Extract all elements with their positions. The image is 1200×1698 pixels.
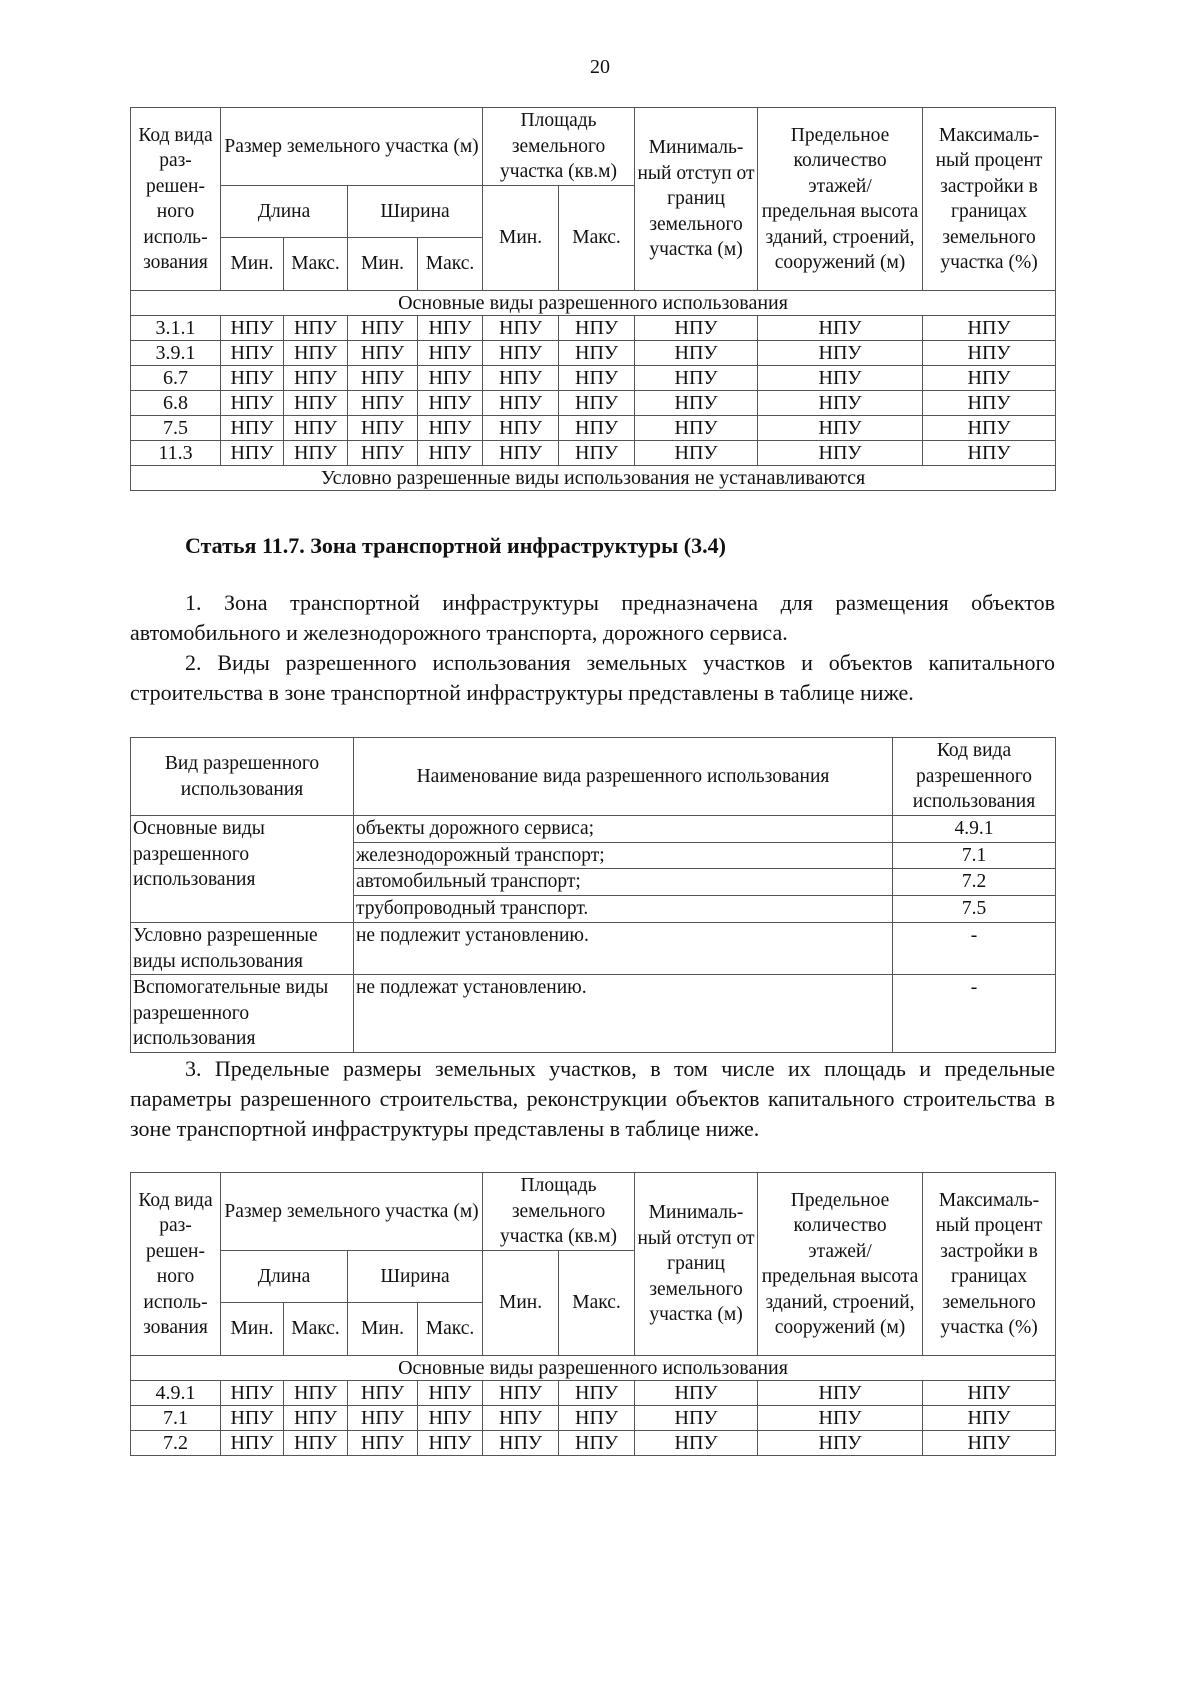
header-use-code: Код вида разрешенного использования — [893, 738, 1056, 816]
row-value: НПУ — [221, 1431, 284, 1456]
row-value: НПУ — [483, 1381, 559, 1406]
table-row — [131, 1406, 1056, 1431]
auxiliary-uses-code: - — [893, 975, 1056, 1053]
row-value: НПУ — [559, 441, 635, 466]
row-value: НПУ — [483, 1431, 559, 1456]
table-row — [131, 1381, 1056, 1406]
row-value: НПУ — [483, 316, 559, 341]
paragraph-3 — [130, 1054, 1055, 1144]
row-value: НПУ — [483, 441, 559, 466]
section-row: Основные виды разрешенного использования — [131, 291, 1056, 316]
row-value: НПУ — [635, 316, 758, 341]
row-value: НПУ — [418, 416, 483, 441]
header-percent: Максималь-ный процент застройки в границах земельного участка (%) — [923, 1173, 1056, 1356]
header-size: Размер земельного участка (м) — [221, 1173, 483, 1251]
use-code: 7.5 — [893, 896, 1056, 923]
row-value: НПУ — [559, 416, 635, 441]
row-value: НПУ — [559, 1406, 635, 1431]
row-value: НПУ — [418, 316, 483, 341]
header-width-min: Мин. — [348, 1303, 418, 1356]
row-value: НПУ — [348, 316, 418, 341]
footer-row: Условно разрешенные виды использования не устанавливаются — [131, 466, 1056, 491]
row-value: НПУ — [923, 316, 1056, 341]
header-length-max: Макс. — [284, 1303, 348, 1356]
row-value: НПУ — [348, 416, 418, 441]
row-value: НПУ — [635, 1431, 758, 1456]
permitted-use-table — [130, 737, 1056, 1053]
row-value: НПУ — [923, 341, 1056, 366]
row-value: НПУ — [758, 316, 923, 341]
header-length-max: Макс. — [284, 238, 348, 291]
use-name: объекты дорожного сервиса; — [354, 816, 893, 843]
row-code: 11.3 — [131, 441, 221, 466]
row-value: НПУ — [635, 416, 758, 441]
header-code: Код вида раз-решен-ного исполь-зования — [131, 1173, 221, 1356]
row-value: НПУ — [284, 441, 348, 466]
auxiliary-uses-name: не подлежат установлению. — [354, 975, 893, 1053]
header-area-min: Мин. — [483, 186, 559, 291]
row-value: НПУ — [758, 416, 923, 441]
row-value: НПУ — [635, 341, 758, 366]
row-value: НПУ — [221, 391, 284, 416]
row-value: НПУ — [923, 416, 1056, 441]
row-value: НПУ — [348, 1381, 418, 1406]
row-value: НПУ — [284, 416, 348, 441]
row-value: НПУ — [284, 366, 348, 391]
paragraph-3-text: 3. Предельные размеры земельных участков, в том числе их площадь и предельные параметры разрешенного строительства, реконструкции объектов капитального строительства в зоне транспортной инфраструктуры представлены в таблице ниже. — [130, 1056, 1055, 1141]
paragraph-2 — [130, 648, 1055, 708]
row-value: НПУ — [348, 391, 418, 416]
header-area-min: Мин. — [483, 1251, 559, 1356]
row-value: НПУ — [923, 1381, 1056, 1406]
parameters-table-2 — [130, 1172, 1056, 1456]
use-name: железнодорожный транспорт; — [354, 842, 893, 869]
row-code: 6.7 — [131, 366, 221, 391]
row-value: НПУ — [284, 1381, 348, 1406]
row-value: НПУ — [758, 1406, 923, 1431]
row-value: НПУ — [758, 391, 923, 416]
header-width-max: Макс. — [418, 238, 483, 291]
row-value: НПУ — [221, 416, 284, 441]
row-value: НПУ — [348, 341, 418, 366]
header-floors: Предельное количество этажей/ предельная высота зданий, строений, сооружений (м) — [758, 1173, 923, 1356]
use-code: 7.2 — [893, 869, 1056, 896]
header-setback: Минималь-ный отступ от границ земельного участка (м) — [635, 108, 758, 291]
use-code: 4.9.1 — [893, 816, 1056, 843]
row-value: НПУ — [483, 366, 559, 391]
header-length-min: Мин. — [221, 1303, 284, 1356]
row-value: НПУ — [758, 366, 923, 391]
header-length: Длина — [221, 1251, 348, 1303]
conditional-uses-label: Условно разрешенные виды использования — [131, 923, 354, 975]
paragraph-2-text: 2. Виды разрешенного использования земельных участков и объектов капитального строительства в зоне транспортной инфраструктуры представлены в таблице ниже. — [130, 650, 1055, 705]
header-width: Ширина — [348, 186, 483, 238]
row-code: 3.1.1 — [131, 316, 221, 341]
row-value: НПУ — [635, 1406, 758, 1431]
row-value: НПУ — [758, 1431, 923, 1456]
row-code: 3.9.1 — [131, 341, 221, 366]
row-code: 4.9.1 — [131, 1381, 221, 1406]
row-value: НПУ — [923, 1431, 1056, 1456]
row-value: НПУ — [284, 391, 348, 416]
row-value: НПУ — [221, 1381, 284, 1406]
table-row — [131, 341, 1056, 366]
row-value: НПУ — [923, 1406, 1056, 1431]
row-value: НПУ — [483, 341, 559, 366]
table-row — [131, 391, 1056, 416]
auxiliary-uses-label: Вспомогательные виды разрешенного использования — [131, 975, 354, 1053]
table-row — [131, 1431, 1056, 1456]
header-width-max: Макс. — [418, 1303, 483, 1356]
row-value: НПУ — [483, 1406, 559, 1431]
row-value: НПУ — [923, 391, 1056, 416]
row-code: 7.2 — [131, 1431, 221, 1456]
row-value: НПУ — [221, 341, 284, 366]
row-value: НПУ — [221, 441, 284, 466]
row-value: НПУ — [758, 1381, 923, 1406]
row-value: НПУ — [758, 441, 923, 466]
row-value: НПУ — [483, 416, 559, 441]
row-value: НПУ — [635, 366, 758, 391]
row-value: НПУ — [559, 366, 635, 391]
row-value: НПУ — [221, 316, 284, 341]
row-value: НПУ — [348, 1431, 418, 1456]
use-name: трубопроводный транспорт. — [354, 896, 893, 923]
header-area: Площадь земельного участка (кв.м) — [483, 1173, 635, 1251]
table-row — [131, 441, 1056, 466]
row-code: 7.5 — [131, 416, 221, 441]
row-value: НПУ — [418, 1381, 483, 1406]
header-width-min: Мин. — [348, 238, 418, 291]
row-value: НПУ — [559, 316, 635, 341]
row-value: НПУ — [635, 441, 758, 466]
row-value: НПУ — [635, 391, 758, 416]
row-value: НПУ — [221, 366, 284, 391]
header-setback: Минималь-ный отступ от границ земельного участка (м) — [635, 1173, 758, 1356]
row-value: НПУ — [284, 341, 348, 366]
header-length: Длина — [221, 186, 348, 238]
table-row — [131, 416, 1056, 441]
row-value: НПУ — [418, 1431, 483, 1456]
row-value: НПУ — [284, 1406, 348, 1431]
use-code: 7.1 — [893, 842, 1056, 869]
paragraph-1-text: 1. Зона транспортной инфраструктуры предназначена для размещения объектов автомобильного и железнодорожного транспорта, дорожного сервиса. — [130, 590, 1055, 645]
table-row — [131, 316, 1056, 341]
row-value: НПУ — [348, 441, 418, 466]
row-code: 6.8 — [131, 391, 221, 416]
row-value: НПУ — [635, 1381, 758, 1406]
row-value: НПУ — [418, 341, 483, 366]
row-value: НПУ — [559, 341, 635, 366]
row-value: НПУ — [483, 391, 559, 416]
row-value: НПУ — [418, 441, 483, 466]
header-code: Код вида раз-решен-ного исполь-зования — [131, 108, 221, 291]
row-value: НПУ — [284, 316, 348, 341]
row-value: НПУ — [221, 1406, 284, 1431]
header-percent: Максималь-ный процент застройки в границах земельного участка (%) — [923, 108, 1056, 291]
header-use-type: Вид разрешенного использования — [131, 738, 354, 816]
main-uses-label: Основные виды разрешенного использования — [131, 816, 354, 923]
row-value: НПУ — [284, 1431, 348, 1456]
header-area-max: Макс. — [559, 1251, 635, 1356]
row-code: 7.1 — [131, 1406, 221, 1431]
page-number: 20 — [590, 56, 610, 78]
row-value: НПУ — [418, 1406, 483, 1431]
row-value: НПУ — [418, 366, 483, 391]
row-value: НПУ — [348, 366, 418, 391]
header-floors: Предельное количество этажей/ предельная высота зданий, строений, сооружений (м) — [758, 108, 923, 291]
row-value: НПУ — [559, 391, 635, 416]
row-value: НПУ — [923, 441, 1056, 466]
conditional-uses-code: - — [893, 923, 1056, 975]
conditional-uses-name: не подлежит установлению. — [354, 923, 893, 975]
row-value: НПУ — [758, 341, 923, 366]
paragraph-1 — [130, 588, 1055, 648]
table-row — [131, 366, 1056, 391]
parameters-table-1 — [130, 107, 1056, 491]
header-length-min: Мин. — [221, 238, 284, 291]
row-value: НПУ — [923, 366, 1056, 391]
use-name: автомобильный транспорт; — [354, 869, 893, 896]
row-value: НПУ — [559, 1431, 635, 1456]
row-value: НПУ — [559, 1381, 635, 1406]
section-row: Основные виды разрешенного использования — [131, 1356, 1056, 1381]
header-width: Ширина — [348, 1251, 483, 1303]
header-size: Размер земельного участка (м) — [221, 108, 483, 186]
article-title: Статья 11.7. Зона транспортной инфраструктуры (3.4) — [185, 533, 726, 558]
row-value: НПУ — [418, 391, 483, 416]
header-area: Площадь земельного участка (кв.м) — [483, 108, 635, 186]
row-value: НПУ — [348, 1406, 418, 1431]
header-use-name: Наименование вида разрешенного использования — [354, 738, 893, 816]
header-area-max: Макс. — [559, 186, 635, 291]
